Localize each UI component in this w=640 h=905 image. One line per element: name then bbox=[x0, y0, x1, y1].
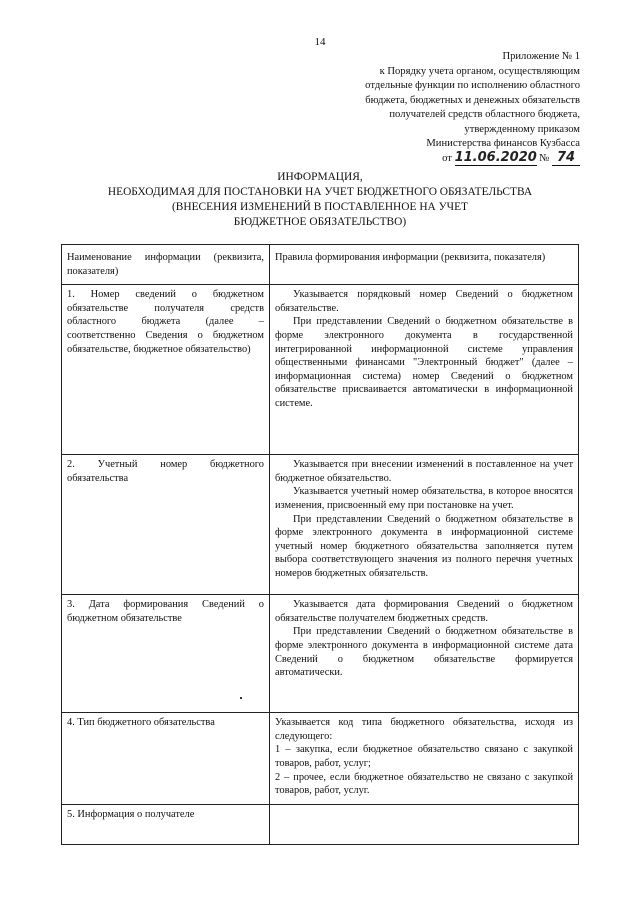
row-rules bbox=[270, 455, 579, 595]
row-rules bbox=[270, 285, 579, 455]
table-row bbox=[62, 455, 579, 595]
table-header-row bbox=[62, 245, 579, 285]
row-rules bbox=[270, 713, 579, 805]
row-rules bbox=[270, 804, 579, 844]
row-name: 3. Дата формирования Сведений о бюджетном обязательстве bbox=[62, 595, 270, 713]
number-prefix: № bbox=[539, 152, 550, 164]
appendix-line: бюджета, бюджетных и денежных обязательств bbox=[365, 94, 580, 106]
heading-line: НЕОБХОДИМАЯ ДЛЯ ПОСТАНОВКИ НА УЧЕТ БЮДЖЕТНОГО ОБЯЗАТЕЛЬСТВА bbox=[107, 186, 533, 198]
rule-paragraph: Указывается при внесении изменений в поставленное на учет бюджетное обязательство. bbox=[275, 459, 573, 484]
appendix-line: получателей средств областного бюджета, bbox=[389, 109, 580, 120]
row-name: 2. Учетный номер бюджетного обязательства bbox=[62, 455, 270, 595]
appendix-block bbox=[330, 50, 580, 166]
rule-paragraph: При представлении Сведений о бюджетном обязательстве в форме электронного документа в информационной системе учетный номер бюджетного обязательства заполняется путем выбора соответствующего значения из полного перечня учетных номеров бюджетных обязательств. bbox=[275, 513, 573, 579]
table-row bbox=[62, 804, 579, 844]
date-prefix: от bbox=[442, 152, 452, 164]
information-table bbox=[61, 244, 579, 845]
row-rules bbox=[270, 595, 579, 713]
appendix-line: к Порядку учета органом, осуществляющим bbox=[379, 65, 580, 77]
table-row bbox=[62, 713, 579, 805]
handwritten-date: 11.06.2020 bbox=[454, 149, 537, 165]
rule-paragraph: При представлении Сведений о бюджетном обязательстве в форме электронного документа в информационной системе дата Сведений о бюджетном обязательстве формируется автоматически. bbox=[275, 626, 573, 679]
order-date-number bbox=[330, 149, 580, 167]
document-heading bbox=[60, 170, 580, 230]
table-row bbox=[62, 595, 579, 713]
rule-paragraph: При представлении Сведений о бюджетном обязательстве в форме электронного документа в государственной интегрированной информационной системе управления общественными финансами "Электронный бюджет" (далее – информационная система) номер Сведений о бюджетном обязательстве присваивается автоматически в информационной системе. bbox=[275, 316, 573, 409]
appendix-line: Министерства финансов Кузбасса bbox=[426, 138, 580, 149]
handwritten-number: 74 bbox=[556, 149, 576, 165]
scan-speck bbox=[240, 697, 242, 699]
appendix-line: отдельные функции по исполнению областного bbox=[365, 80, 580, 91]
row-name: 4. Тип бюджетного обязательства bbox=[62, 713, 270, 805]
heading-line: ИНФОРМАЦИЯ, bbox=[277, 171, 363, 183]
appendix-line: утвержденному приказом bbox=[464, 123, 580, 135]
row-name: 5. Информация о получателе bbox=[62, 804, 270, 844]
rule-paragraph: Указывается учетный номер обязательства, в которое вносятся изменения, присвоенный ему при постановке на учет. bbox=[275, 486, 573, 511]
row-name: 1. Номер сведений о бюджетном обязательстве получателя средств областного бюджета (далее – соответственно Сведения о бюджетном обязательстве, бюджетное обязательство) bbox=[62, 285, 270, 455]
header-col-name: Наименование информации (реквизита, показателя) bbox=[62, 245, 270, 285]
rule-paragraph: 1 – закупка, если бюджетное обязательство связано с закупкой товаров, работ, услуг; bbox=[275, 744, 573, 769]
heading-line: БЮДЖЕТНОЕ ОБЯЗАТЕЛЬСТВО) bbox=[233, 216, 407, 228]
rule-paragraph: 2 – прочее, если бюджетное обязательство не связано с закупкой товаров, работ, услуг. bbox=[275, 771, 573, 797]
appendix-title: Приложение № 1 bbox=[502, 51, 580, 62]
rule-paragraph: Указывается дата формирования Сведений о бюджетном обязательстве получателем бюджетных средств. bbox=[275, 599, 573, 624]
rule-paragraph: Указывается порядковый номер Сведений о бюджетном обязательстве. bbox=[275, 289, 573, 314]
rule-paragraph: Указывается код типа бюджетного обязательства, исходя из следующего: bbox=[275, 717, 573, 742]
table-row bbox=[62, 285, 579, 455]
header-col-rules: Правила формирования информации (реквизита, показателя) bbox=[270, 245, 579, 285]
page-number: 14 bbox=[314, 36, 326, 48]
heading-line: (ВНЕСЕНИЯ ИЗМЕНЕНИЙ В ПОСТАВЛЕННОЕ НА УЧЕТ bbox=[171, 201, 469, 213]
